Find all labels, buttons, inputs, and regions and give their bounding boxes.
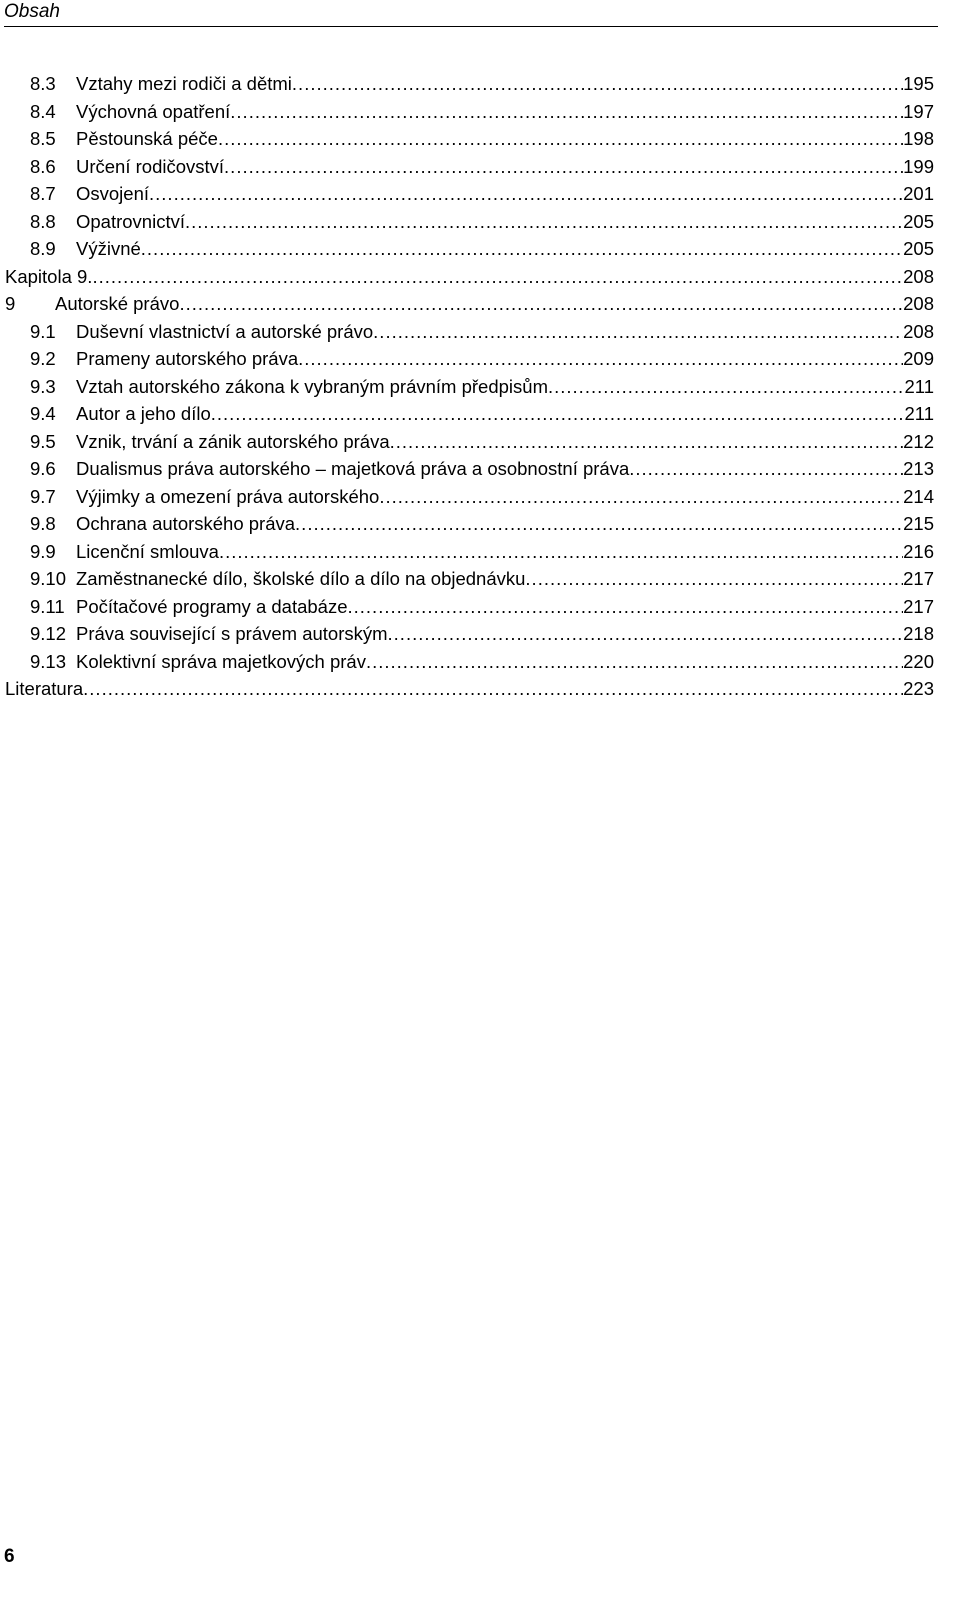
toc-entry-page: 216 [903,540,934,562]
toc-entry-page: 211 [904,375,934,397]
toc-entry-number: 9.9 [30,540,56,562]
toc-leader [373,318,903,346]
toc-entry-number: 8.4 [30,100,56,122]
toc-entry-title: Literatura [5,678,84,699]
toc-entry[interactable] [30,235,934,263]
toc-leader [224,153,903,181]
toc-leader [230,98,903,126]
toc-entry-page: 208 [903,320,934,342]
toc-entry-number: 9.11 [30,595,65,617]
toc-entry-number: 8.9 [30,238,56,259]
toc-entry-title: Vztahy mezi rodiči a dětmi [76,73,292,94]
toc-entry[interactable] [30,153,934,181]
toc-entry-page: 199 [903,155,934,177]
toc-entry[interactable] [30,455,934,483]
toc-entry[interactable] [30,428,934,456]
toc-entry-title: Autorské právo [55,293,180,314]
toc-entry-title: Výživné [76,238,141,259]
toc-entry-number: 8.8 [30,210,56,232]
toc-leader [149,180,903,208]
toc-entry-number: 9.4 [30,403,56,424]
toc-leader [366,648,903,676]
toc-entry[interactable] [30,180,934,208]
toc-entry[interactable] [30,538,934,566]
toc-entry-title: Vznik, trvání a zánik autorského práva [76,430,390,452]
toc-leader [298,345,903,373]
toc-leader [390,428,903,456]
toc-entry-page: 218 [903,623,934,644]
toc-entry-number: 9.7 [30,485,56,507]
toc-entry-page: 214 [903,485,934,507]
toc-entry[interactable] [30,593,934,621]
toc-leader [211,400,905,428]
toc-leader [629,455,903,483]
toc-leader [295,510,903,538]
toc-entry-title: Prameny autorského práva [76,348,299,369]
toc-entry-number: 9.10 [30,568,67,589]
toc-leader [548,373,905,401]
toc-entry[interactable] [30,125,934,153]
toc-entry-page: 220 [903,650,934,672]
toc-leader [185,208,903,236]
toc-entry-title: Kolektivní správa majetkových práv [76,650,366,672]
toc-entry-page: 211 [904,403,934,424]
toc-leader [348,593,904,621]
header-title: Obsah [4,1,60,22]
toc-entry-page: 205 [903,238,934,259]
toc-entry-title: Dualismus práva autorského – majetková práva a osobnostní práva [76,458,630,479]
toc-leader [141,235,903,263]
toc-leader [179,290,903,318]
toc-entry-title: Kapitola 9. [5,265,93,287]
toc-entry-title: Vztah autorského zákona k vybraným právním předpisům [76,375,548,397]
toc-entry-page: 209 [903,348,934,369]
toc-entry-number: 9.2 [30,348,56,369]
toc-entry-number: 9.8 [30,513,56,534]
toc-entry-number: 9.1 [30,320,56,342]
toc-entry-number: 9.13 [30,650,67,672]
toc-entry-title: Pěstounská péče [76,128,218,149]
toc-entry[interactable] [30,70,934,98]
toc-leader [379,483,903,511]
toc-entry-chapter[interactable] [5,263,934,291]
page-number: 6 [4,1546,15,1567]
toc-leader [525,565,903,593]
toc-entry-page: 198 [903,128,934,149]
toc-entry-page: 197 [903,100,934,122]
toc-entry-page: 208 [903,293,934,314]
toc-entry[interactable] [30,318,934,346]
toc-entry-title: Výchovná opatření [76,100,231,122]
toc-entry[interactable] [30,208,934,236]
toc-entry-title: Opatrovnictví [76,210,185,232]
toc-entry-title: Výjimky a omezení práva autorského [76,485,380,507]
toc-entry-number: 9.5 [30,430,56,452]
toc-entry-title: Určení rodičovství [76,155,225,177]
toc-leader [83,675,903,703]
toc-entry-page: 208 [903,265,934,287]
toc-entry[interactable] [30,620,934,648]
toc-entry-page: 201 [903,183,934,204]
toc-entry-page: 205 [903,210,934,232]
toc-entry-page: 212 [903,430,934,452]
toc-entry[interactable] [5,290,934,318]
toc-entry[interactable] [30,400,934,428]
toc-entry[interactable] [30,373,934,401]
toc-entry-title: Duševní vlastnictví a autorské právo [76,320,374,342]
toc-entry[interactable] [30,565,934,593]
toc-entry-title: Počítačové programy a databáze [76,595,348,617]
toc-entry-page: 195 [903,73,934,94]
toc-entry-page: 223 [903,678,934,699]
toc-entry-page: 217 [903,568,934,589]
toc-entry-title: Práva související s právem autorským [76,623,388,644]
toc-leader [218,125,903,153]
toc-entry-title: Autor a jeho dílo [76,403,211,424]
toc-entry-number: 8.5 [30,128,56,149]
toc-entry-title: Licenční smlouva [76,540,219,562]
page-header [4,0,938,27]
toc-entry[interactable] [30,345,934,373]
toc-entry-title: Osvojení [76,183,150,204]
toc-leader [92,263,903,291]
toc-leader [219,538,903,566]
toc-entry-literature[interactable] [5,675,934,703]
toc-entry-page: 213 [903,458,934,479]
toc-entry[interactable] [30,648,934,676]
toc-entry-number: 9.6 [30,458,56,479]
toc-entry[interactable] [30,483,934,511]
toc-entry-number: 9.3 [30,375,56,397]
toc-entry-page: 217 [903,595,934,617]
toc-entry-page: 215 [903,513,934,534]
toc-entry-number: 9 [5,293,16,314]
toc-entry-number: 9.12 [30,623,67,644]
toc-entry[interactable] [30,98,934,126]
toc-entry-title: Zaměstnanecké dílo, školské dílo a dílo na objednávku [76,568,526,589]
toc-leader [292,70,903,98]
toc-entry-number: 8.6 [30,155,56,177]
toc-leader [388,620,904,648]
toc-entry-number: 8.3 [30,73,56,94]
toc-entry-number: 8.7 [30,183,56,204]
toc-entry-title: Ochrana autorského práva [76,513,296,534]
toc-entry[interactable] [30,510,934,538]
